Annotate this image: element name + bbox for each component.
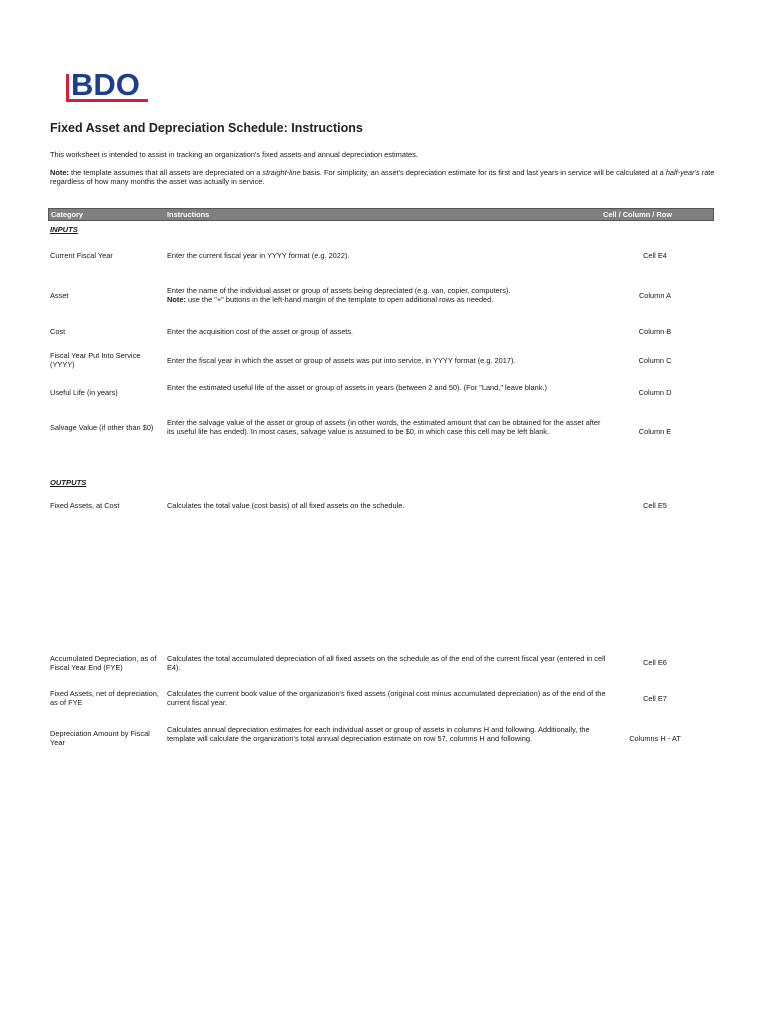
row-category: Depreciation Amount by Fiscal Year xyxy=(50,729,150,748)
row-category: Current Fiscal Year xyxy=(50,251,113,260)
row-instructions xyxy=(167,286,607,304)
table-header xyxy=(48,208,714,221)
note-em-a: straight-line xyxy=(262,168,301,177)
page-title: Fixed Asset and Depreciation Schedule: Instructions xyxy=(50,121,363,135)
row-instructions: Calculates the total value (cost basis) of all fixed assets on the schedule. xyxy=(167,501,405,510)
row-instructions: Enter the fiscal year in which the asset or group of assets was put into service, in YYYY format (e.g. 2017). xyxy=(167,356,516,365)
row-category: Cost xyxy=(50,327,66,336)
logo-text: BDO xyxy=(71,67,140,102)
bdo-logo xyxy=(66,67,150,104)
note-label: Note: xyxy=(50,168,69,177)
note-paragraph xyxy=(50,168,720,187)
note-text-a: the template assumes that all assets are depreciated on a xyxy=(68,168,263,177)
header-category: Category xyxy=(51,210,84,219)
row-cell: Cell E4 xyxy=(643,251,667,260)
row-instructions: Enter the estimated useful life of the asset or group of assets in years (between 2 and 50). (For "Land," leave blank.) xyxy=(167,383,547,392)
row-instructions-text: Enter the name of the individual asset or group of assets being depreciated (e.g. van, copier, computers). xyxy=(167,286,511,295)
row-cell: Columns H - AT xyxy=(629,734,681,743)
row-category: Salvage Value (if other than $0) xyxy=(50,423,154,432)
row-category: Fixed Assets, net of depreciation, as of FYE xyxy=(50,689,159,708)
row-cell: Column D xyxy=(638,388,672,397)
note-text-b: basis. For simplicity, an asset's depreciation estimate for its first and last years in service will be calculated at a xyxy=(300,168,666,177)
row-category: Accumulated Depreciation, as of Fiscal Year End (FYE) xyxy=(50,654,157,673)
row-instructions: Enter the current fiscal year in YYYY format (e.g. 2022). xyxy=(167,251,350,260)
row-category: Fixed Assets, at Cost xyxy=(50,501,120,510)
row-note-text: use the "+" buttons in the left-hand margin of the template to open additional rows as needed. xyxy=(185,295,494,305)
row-instructions: Calculates annual depreciation estimates for each individual asset or group of assets in columns H and following. Additionally, the template will calculate the organization's total annual depreciation estimate on row 57, columns H and following. xyxy=(167,725,590,744)
row-cell: Column A xyxy=(638,291,672,300)
row-note-label: Note: xyxy=(167,295,186,305)
row-category: Useful Life (in years) xyxy=(50,388,118,397)
row-cell: Column B xyxy=(638,327,672,336)
row-cell: Column E xyxy=(638,427,672,436)
header-cell: Cell / Column / Row xyxy=(603,210,672,219)
row-cell: Column C xyxy=(638,356,672,365)
row-instructions: Calculates the current book value of the organization's fixed assets (original cost minus accumulated depreciation) as of the end of the current fiscal year. xyxy=(167,689,606,708)
row-instructions: Enter the acquisition cost of the asset or group of assets. xyxy=(167,327,354,336)
row-category: Asset xyxy=(50,291,69,300)
row-instructions: Enter the salvage value of the asset or group of assets (in other words, the estimated amount that can be obtained for the asset after its useful life has ended). In most cases, salvage value is assumed to be $0, in which case this cell may be left blank. xyxy=(167,418,601,437)
row-instructions: Calculates the total accumulated depreciation of all fixed assets on the schedule as of the end of the current fiscal year (entered in cell E4). xyxy=(167,654,606,673)
row-cell: Cell E6 xyxy=(643,658,667,667)
note-text-c: rate regardless of how many months the asset was actually in service. xyxy=(50,168,715,187)
inputs-section-label: INPUTS xyxy=(50,225,78,234)
row-cell: Cell E7 xyxy=(643,694,667,703)
intro-text: This worksheet is intended to assist in tracking an organization's fixed assets and annual depreciation estimates. xyxy=(50,150,418,159)
outputs-section-label: OUTPUTS xyxy=(50,478,87,487)
header-instructions: Instructions xyxy=(167,210,210,219)
row-category: Fiscal Year Put Into Service (YYYY) xyxy=(50,351,141,370)
note-em-b: half-year's xyxy=(665,168,700,177)
logo-bracket xyxy=(66,74,69,101)
row-cell: Cell E5 xyxy=(643,501,667,510)
